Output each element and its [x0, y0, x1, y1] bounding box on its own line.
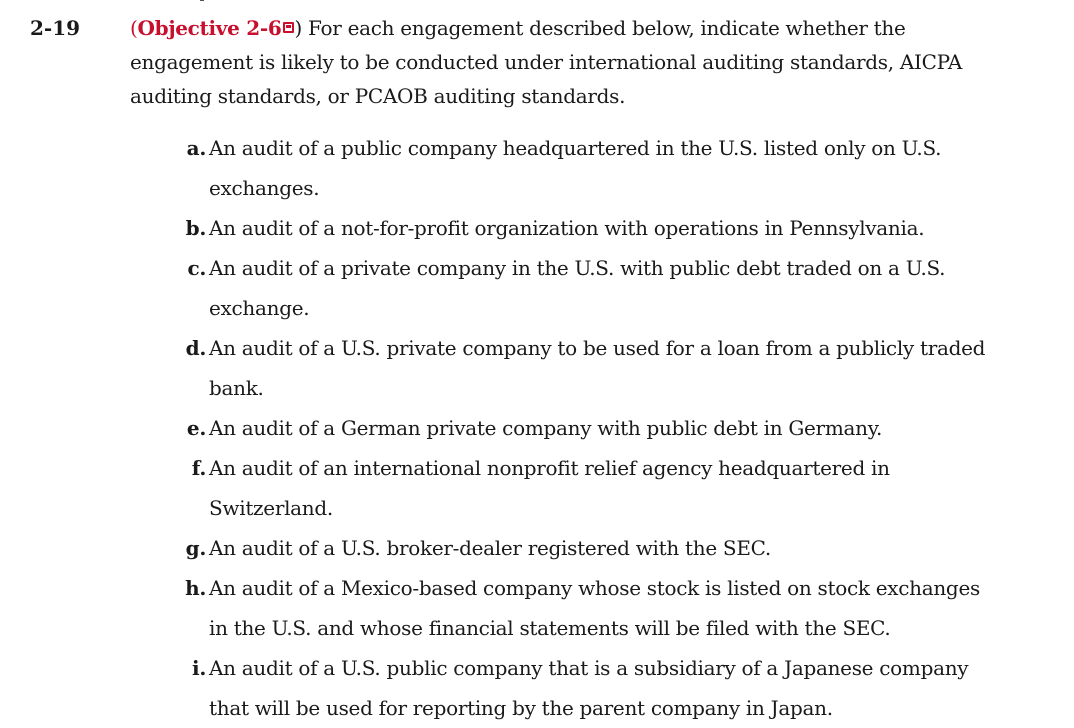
item-text: An audit of an international nonprofit relief agency headquartered in	[209, 456, 890, 480]
item-text: An audit of a U.S. broker-dealer registered with the SEC.	[209, 536, 771, 560]
objective-link[interactable]: Objective 2-6	[137, 16, 282, 40]
item-text: exchange.	[209, 296, 310, 320]
problem-number: 2-19	[30, 16, 81, 40]
list-item	[182, 208, 1012, 248]
item-letter: e.	[186, 416, 206, 440]
cropped-text-fragment	[200, 0, 204, 1]
item-letter: h.	[185, 576, 206, 600]
item-letter: c.	[187, 256, 206, 280]
item-letter: a.	[186, 136, 206, 160]
item-text: exchanges.	[209, 176, 320, 200]
intro-line-2: engagement is likely to be conducted under international auditing standards, AICPA	[130, 50, 963, 74]
list-item	[182, 568, 1012, 648]
list-item	[182, 328, 1012, 408]
item-text: Switzerland.	[209, 496, 333, 520]
item-text: An audit of a Mexico-based company whose stock is listed on stock exchanges	[209, 576, 980, 600]
objective-open-paren: (	[130, 16, 138, 40]
list-item	[182, 528, 1012, 568]
item-letter: d.	[185, 336, 206, 360]
list-item	[182, 248, 1012, 328]
item-letter: i.	[192, 656, 206, 680]
problem-intro	[130, 14, 990, 116]
list-item	[182, 128, 1012, 208]
item-text: An audit of a private company in the U.S. with public debt traded on a U.S.	[209, 256, 946, 280]
item-letter: b.	[185, 216, 206, 240]
item-text: An audit of a U.S. private company to be used for a loan from a publicly traded	[209, 336, 986, 360]
list-item	[182, 448, 1012, 528]
item-text: An audit of a public company headquartered in the U.S. listed only on U.S.	[209, 136, 942, 160]
item-letter: g.	[185, 536, 206, 560]
item-text: An audit of a not-for-profit organization with operations in Pennsylvania.	[209, 216, 925, 240]
objective-close-paren: )	[294, 16, 302, 40]
engagement-list	[182, 128, 1012, 728]
intro-text-1: For each engagement described below, indicate whether the	[308, 16, 906, 40]
list-item	[182, 648, 1012, 728]
item-text: in the U.S. and whose financial statements will be filed with the SEC.	[209, 616, 891, 640]
list-item	[182, 408, 1012, 448]
item-text: that will be used for reporting by the parent company in Japan.	[209, 696, 833, 720]
intro-line-3: auditing standards, or PCAOB auditing standards.	[130, 84, 626, 108]
item-text: An audit of a U.S. public company that is a subsidiary of a Japanese company	[209, 656, 969, 680]
item-text: An audit of a German private company with public debt in Germany.	[209, 416, 883, 440]
external-link-icon[interactable]	[283, 22, 294, 33]
item-letter: f.	[191, 456, 206, 480]
item-text: bank.	[209, 376, 264, 400]
